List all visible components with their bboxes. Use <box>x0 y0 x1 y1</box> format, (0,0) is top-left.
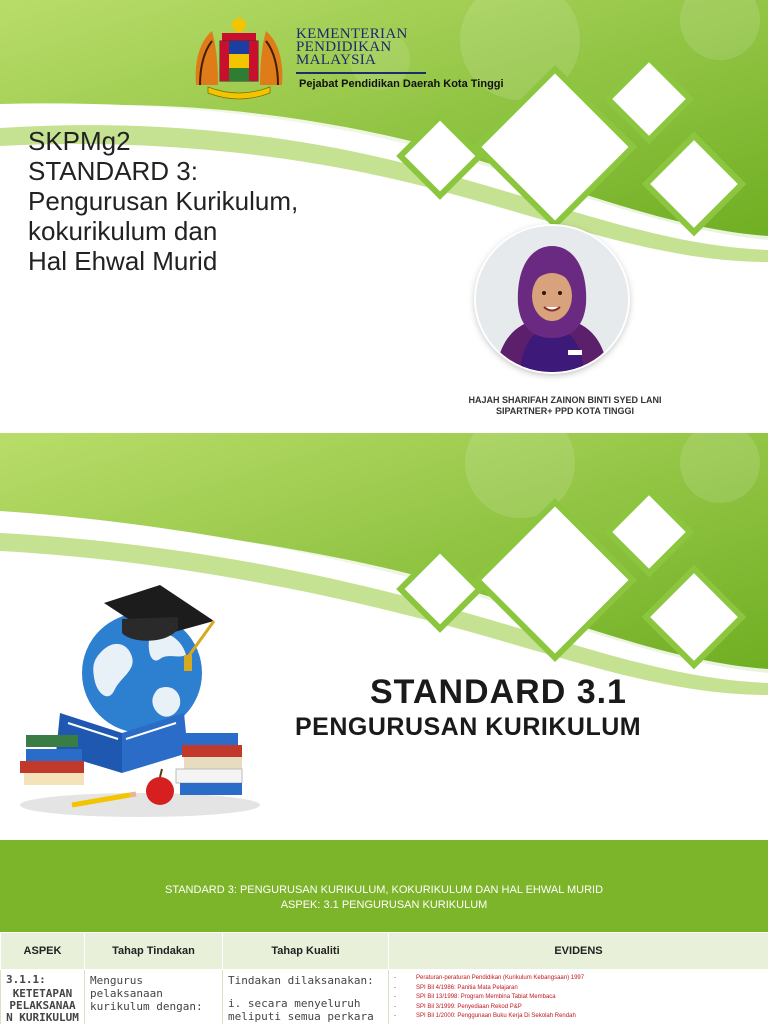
table-header-row <box>1 933 768 970</box>
evidens-item: - SPI Bil 4/1986: Panitia Mata Pelajaran <box>394 984 763 994</box>
column-header: EVIDENS <box>389 933 768 970</box>
ministry-line-1: KEMENTERIAN <box>296 26 408 42</box>
ministry-line-2: PENDIDIKAN <box>296 39 392 55</box>
column-header: Tahap Kualiti <box>223 933 389 970</box>
malaysia-coat-of-arms-icon <box>190 15 288 101</box>
table-row <box>1 970 768 1024</box>
presenter-role: SIPARTNER+ PPD KOTA TINGGI <box>495 406 635 416</box>
table-header-banner <box>0 840 768 932</box>
slide-aspek-table <box>0 840 768 1024</box>
title-line-5: Hal Ehwal Murid <box>28 246 218 276</box>
evidens-item: - SPI Bil 1/2000: Penggunaan Buku Kerja Di Sekolah Rendah <box>394 1012 763 1022</box>
standard-number: STANDARD 3.1 <box>370 673 627 711</box>
ministry-name <box>296 28 408 67</box>
presenter-photo <box>476 226 628 372</box>
title-line-4: kokurikulum dan <box>28 216 218 246</box>
presenter-name: HAJAH SHARIFAH ZAINON BINTI SYED LANI <box>468 395 662 405</box>
office-name: Pejabat Pendidikan Daerah Kota Tinggi <box>299 78 504 90</box>
column-header: ASPEK <box>1 933 85 970</box>
kualiti-cell <box>223 970 389 1024</box>
slide-title <box>0 0 768 433</box>
presenter-caption <box>440 395 690 417</box>
evidens-item: - Peraturan-peraturan Pendidikan (Kurikulum Kebangsaan) 1997 <box>394 974 763 984</box>
evidens-list <box>394 974 763 1022</box>
standard-title: PENGURUSAN KURIKULUM <box>295 713 642 741</box>
globe-books-graduation-cap-icon <box>10 573 270 823</box>
slide-title-text <box>28 126 298 276</box>
title-line-3: Pengurusan Kurikulum, <box>28 186 299 216</box>
evidens-item: - SPI Bil 3/1999: Penyediaan Rekod P&P <box>394 1003 763 1013</box>
banner-line-1: STANDARD 3: PENGURUSAN KURIKULUM, KOKURIKULUM DAN HAL EHWAL MURID <box>164 884 604 896</box>
aspek-cell <box>1 970 85 1024</box>
tindakan-text: Mengurus pelaksanaan kurikulum dengan: <box>90 974 203 1013</box>
column-header: Tahap Tindakan <box>85 933 223 970</box>
kualiti-text-2: i. secara menyeluruh meliputi semua perkara <box>228 997 374 1023</box>
evidens-item: - SPI Bil 13/1998: Program Membina Tabiat Membaca <box>394 993 763 1003</box>
banner-line-2: ASPEK: 3.1 PENGURUSAN KURIKULUM <box>280 899 488 911</box>
ministry-underline <box>296 72 426 74</box>
title-line-1: SKPMg2 <box>28 126 131 156</box>
aspek-table <box>0 932 768 1024</box>
tindakan-cell <box>85 970 223 1024</box>
aspek-desc: KETETAPAN PELAKSANAA N KURIKULUM <box>6 987 79 1024</box>
evidens-cell <box>389 970 768 1024</box>
title-line-2: STANDARD 3: <box>28 156 198 186</box>
slide-standard-3-1 <box>0 433 768 840</box>
ministry-line-3: MALAYSIA <box>296 52 377 68</box>
aspek-code: 3.1.1: <box>6 973 46 986</box>
kualiti-text-1: Tindakan dilaksanakan: <box>228 974 374 987</box>
